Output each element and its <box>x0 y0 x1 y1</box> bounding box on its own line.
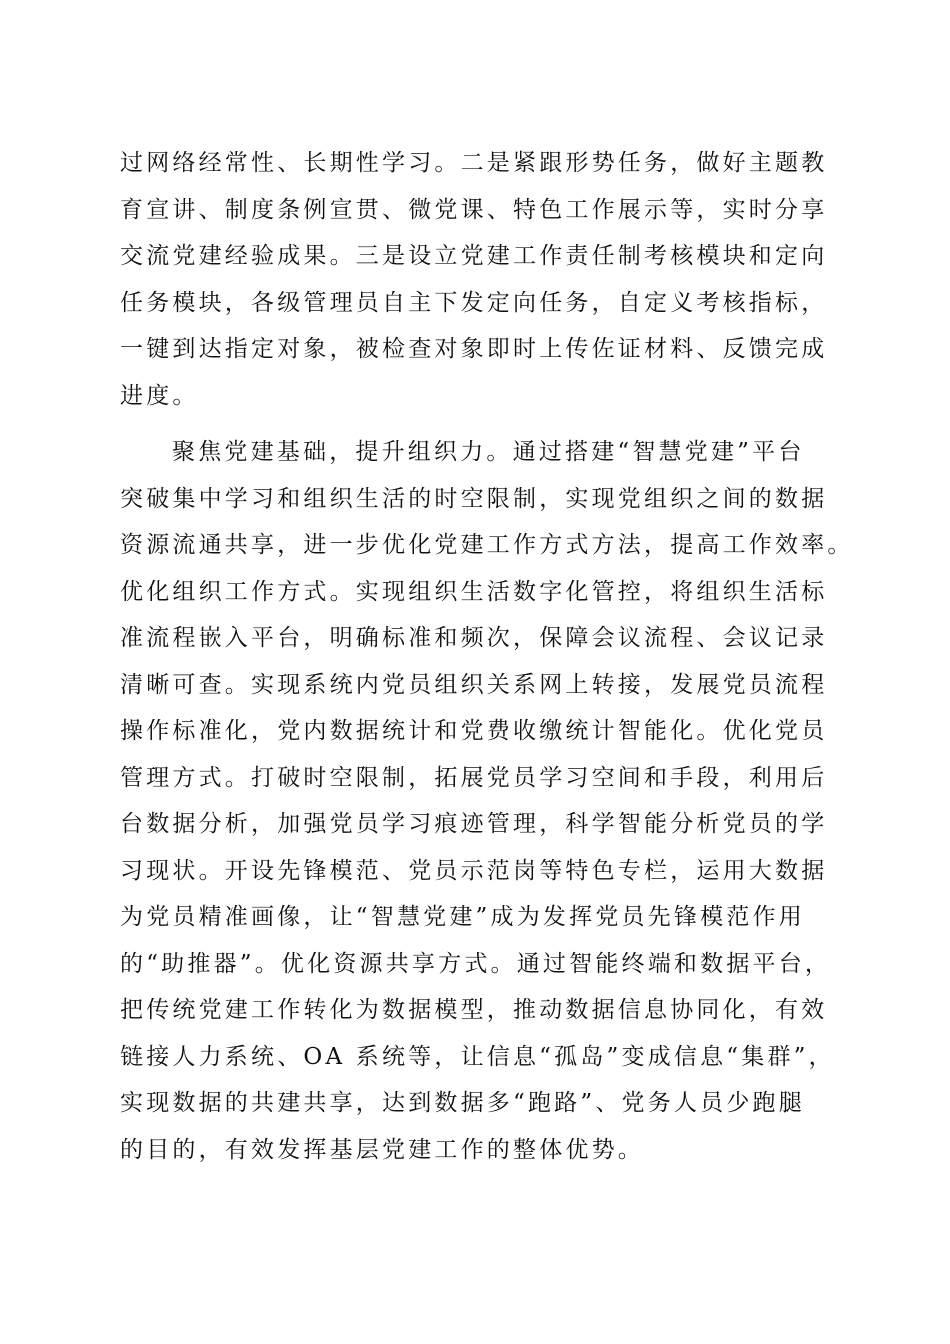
paragraph-line: 一键到达指定对象，被检查对象即时上传佐证材料、反馈完成 <box>120 336 828 362</box>
paragraph-line: 突破集中学习和组织生活的时空限制，实现党组织之间的数据 <box>120 485 828 512</box>
paragraph-line: 资源流通共享，进一步优化党建工作方式方法，提高工作效率。 <box>120 532 854 558</box>
paragraph-line: 为党员精准画像，让“智慧党建”成为发挥党员先锋模范作用 <box>120 904 805 930</box>
paragraph-line: 管理方式。打破时空限制，拓展党员学习空间和手段，利用后 <box>120 764 828 791</box>
paragraph-2 <box>120 429 854 1173</box>
paragraph-line: 交流党建经验成果。三是设立党建工作责任制考核模块和定向 <box>120 243 828 269</box>
paragraph-line: 聚焦党建基础，提升组织力。通过搭建“智慧党建”平台 <box>172 439 805 465</box>
paragraph-1 <box>120 140 830 419</box>
paragraph-line: 育宣讲、制度条例宣贯、微党课、特色工作展示等，实时分享 <box>120 196 828 223</box>
paragraph-line: 实现数据的共建共享，达到数据多“跑路”、党务人员少跑腿 <box>120 1090 805 1116</box>
paragraph-line: 习现状。开设先锋模范、党员示范岗等特色专栏，运用大数据 <box>120 857 828 884</box>
paragraph-line: 的目的，有效发挥基层党建工作的整体优势。 <box>120 1136 644 1163</box>
paragraph-line: 台数据分析，加强党员学习痕迹管理，科学智能分析党员的学 <box>120 811 828 837</box>
paragraph-line: 过网络经常性、长期性学习。二是紧跟形势任务，做好主题教 <box>120 150 828 176</box>
document-body <box>120 140 854 1173</box>
paragraph-line: 把传统党建工作转化为数据模型，推动数据信息协同化，有效 <box>120 997 828 1023</box>
paragraph-line: 准流程嵌入平台，明确标准和频次，保障会议流程、会议记录 <box>120 625 828 651</box>
paragraph-line: 进度。 <box>120 382 199 409</box>
paragraph-line: 的“助推器”。优化资源共享方式。通过智能终端和数据平台， <box>120 950 832 977</box>
paragraph-line: 操作标准化，党内数据统计和党费收缴统计智能化。优化党员 <box>120 718 828 744</box>
paragraph-line: 清晰可查。实现系统内党员组织关系网上转接，发展党员流程 <box>120 671 828 698</box>
paragraph-line: 优化组织工作方式。实现组织生活数字化管控，将组织生活标 <box>120 578 828 605</box>
paragraph-spacer <box>120 419 830 429</box>
paragraph-line: 任务模块，各级管理员自主下发定向任务，自定义考核指标， <box>120 289 828 316</box>
paragraph-line: 链接人力系统、OA 系统等，让信息“孤岛”变成信息“集群”， <box>120 1043 835 1070</box>
